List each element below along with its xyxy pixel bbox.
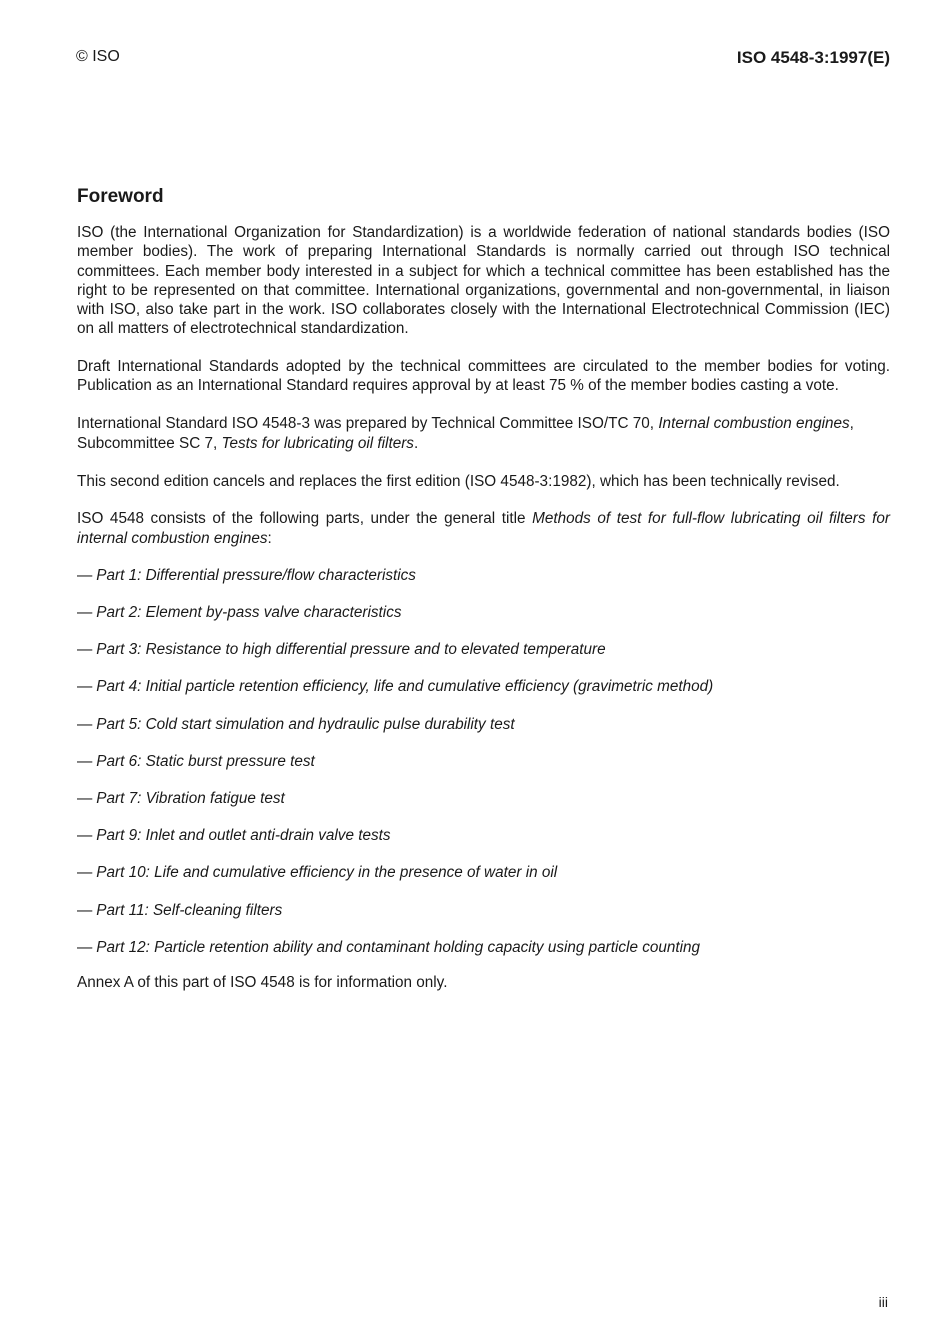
page-number: iii	[878, 1294, 888, 1310]
text-segment: ISO 4548 consists of the following parts, under the general title	[77, 510, 533, 528]
paragraph-edition: This second edition cancels and replaces the first edition (ISO 4548-3:1982), which has been technically revised.	[77, 472, 840, 490]
list-item	[77, 677, 890, 714]
dash-bullet: —	[77, 864, 93, 882]
header-document-id: ISO 4548-3:1997(E)	[736, 48, 890, 67]
foreword-body	[77, 223, 890, 992]
dash-bullet: —	[77, 827, 93, 845]
list-item	[77, 938, 890, 975]
list-item	[77, 789, 890, 826]
paragraph-draft-standards: Draft International Standards adopted by the technical committees are circulated to the member bodies for voting. Publication as an International Standard requires approval by at least 75 % of the member bodies casting a vote.	[77, 357, 890, 395]
part-label: Part 9: Inlet and outlet anti-drain valve tests	[96, 827, 391, 845]
list-item	[77, 715, 890, 752]
section-title: Foreword	[77, 186, 164, 207]
part-label: Part 1: Differential pressure/flow characteristics	[96, 566, 416, 584]
dash-bullet: —	[77, 604, 93, 622]
text-segment: .	[413, 434, 419, 452]
list-item	[77, 826, 890, 863]
list-item	[77, 640, 890, 677]
dash-bullet: —	[77, 938, 93, 956]
part-label: Part 7: Vibration fatigue test	[96, 789, 285, 807]
part-label: Part 11: Self-cleaning filters	[96, 901, 283, 919]
dash-bullet: —	[77, 752, 93, 770]
text-segment: International Standard ISO 4548-3 was prepared by Technical Committee ISO/TC 70,	[77, 415, 659, 433]
header-copyright: © ISO	[76, 48, 120, 65]
parts-list	[77, 566, 890, 975]
list-item	[77, 603, 890, 640]
list-item	[77, 901, 890, 938]
dash-bullet: —	[77, 678, 93, 696]
dash-bullet: —	[77, 901, 93, 919]
dash-bullet: —	[77, 641, 93, 659]
part-label: Part 12: Particle retention ability and contaminant holding capacity using particle counting	[96, 938, 701, 956]
paragraph-parts-intro	[77, 509, 890, 548]
list-item	[77, 752, 890, 789]
dash-bullet: —	[77, 566, 93, 584]
dash-bullet: —	[77, 789, 93, 807]
text-segment: , Subcommittee SC 7,	[77, 415, 854, 452]
part-label: Part 5: Cold start simulation and hydraulic pulse durability test	[96, 715, 515, 733]
dash-bullet: —	[77, 715, 93, 733]
part-label: Part 2: Element by-pass valve characteristics	[96, 604, 402, 622]
part-label: Part 4: Initial particle retention efficiency, life and cumulative efficiency (gravimetric method)	[96, 678, 714, 696]
committee-title: Internal combustion engines	[658, 415, 850, 433]
text-segment: :	[267, 529, 272, 547]
subcommittee-title: Tests for lubricating oil filters	[221, 434, 414, 452]
part-label: Part 10: Life and cumulative efficiency in the presence of water in oil	[96, 864, 558, 882]
annex-note: Annex A of this part of ISO 4548 is for information only.	[77, 973, 448, 991]
paragraph-prepared-by	[77, 414, 890, 453]
list-item	[77, 863, 890, 900]
paragraph-iso-intro: ISO (the International Organization for Standardization) is a worldwide federation of national standards bodies (ISO member bodies). The work of preparing International Standards is normally carried out through ISO technical committees. Each member body interested in a subject for which a technical committee has been established has the right to be represented on that committee. International organizations, governmental and non-governmental, in liaison with ISO, also take part in the work. ISO collaborates closely with the International Electrotechnical Commission (IEC) on all matters of electrotechnical standardization.	[77, 224, 890, 338]
general-title: Methods of test for full-flow lubricating oil filters for internal combustion engines	[77, 510, 890, 547]
part-label: Part 6: Static burst pressure test	[96, 752, 315, 770]
list-item	[77, 566, 890, 603]
part-label: Part 3: Resistance to high differential pressure and to elevated temperature	[96, 641, 606, 659]
